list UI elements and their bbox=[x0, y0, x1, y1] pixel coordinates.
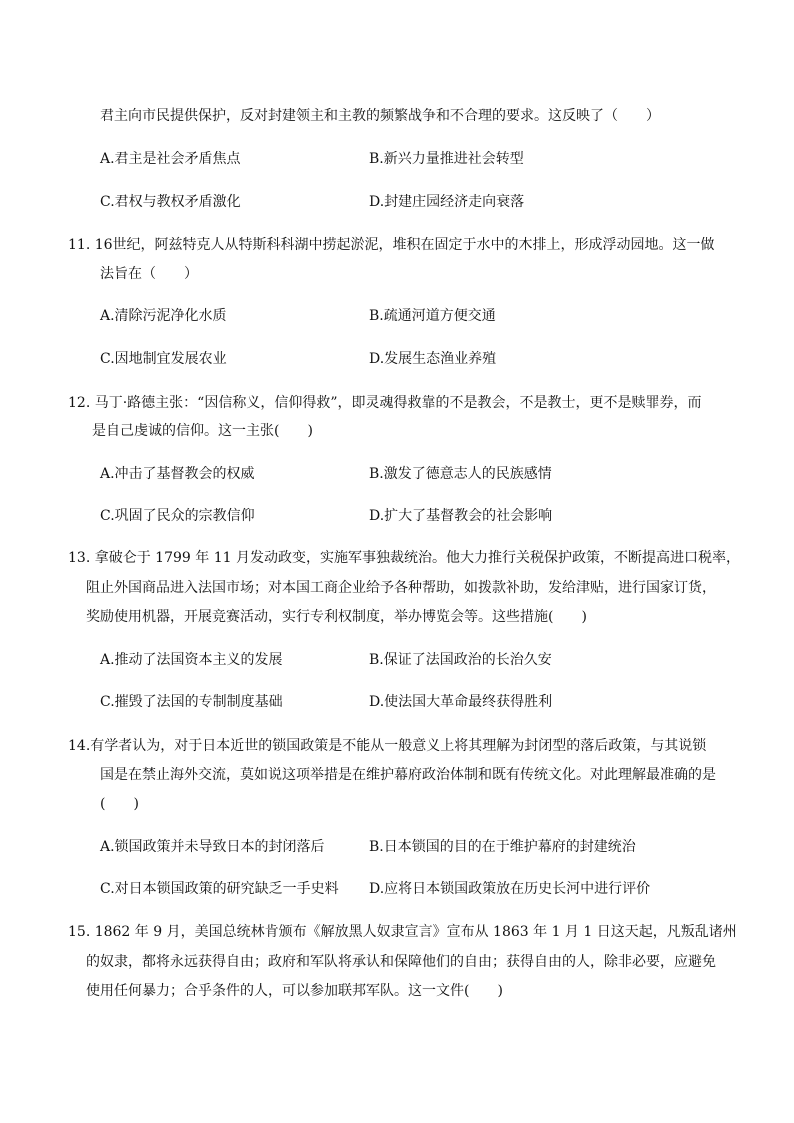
question-11-line-2: 法旨在（ ） bbox=[100, 266, 198, 282]
question-10-option-c: C.君权与教权矛盾激化 bbox=[100, 194, 241, 210]
question-11-option-b: B.疏通河道方便交通 bbox=[369, 308, 496, 324]
question-14-option-b: B.日本锁国的目的在于维护幕府的封建统治 bbox=[369, 839, 636, 855]
question-15-line-2: 的奴隶，都将永远获得自由；政府和军队将承认和保障他们的自由；获得自由的人，除非必要，应避免 bbox=[86, 954, 716, 970]
question-12-option-c: C.巩固了民众的宗教信仰 bbox=[100, 508, 255, 524]
question-11-option-d: D.发展生态渔业养殖 bbox=[369, 351, 497, 367]
question-13-option-a: A.推动了法国资本主义的发展 bbox=[100, 652, 283, 668]
question-12-option-a: A.冲击了基督教会的权威 bbox=[100, 466, 255, 482]
question-14-option-a: A.锁国政策并未导致日本的封闭落后 bbox=[100, 839, 325, 855]
question-10-option-b: B.新兴力量推进社会转型 bbox=[369, 151, 524, 167]
question-10-option-a: A.君主是社会矛盾焦点 bbox=[100, 151, 241, 167]
question-12-line-1: 12. 马丁·路德主张：“因信称义，信仰得救”，即灵魂得救靠的不是教会，不是教士，更不是赎罪券，而 bbox=[68, 395, 702, 411]
question-13-option-b: B.保证了法国政治的长治久安 bbox=[369, 652, 552, 668]
question-14-line-2: 国是在禁止海外交流，莫如说这项举措是在维护幕府政治体制和既有传统文化。对此理解最准确的是 bbox=[100, 767, 716, 783]
question-14-line-3: ( ) bbox=[100, 796, 139, 812]
question-13-option-d: D.使法国大革命最终获得胜利 bbox=[369, 694, 553, 710]
question-11-line-1: 11. 16世纪，阿兹特克人从特斯科科湖中捞起淤泥，堆积在固定于水中的木排上，形成浮动园地。这一做 bbox=[68, 237, 715, 253]
question-11-option-a: A.清除污泥净化水质 bbox=[100, 308, 227, 324]
question-12-line-2: 是自己虔诚的信仰。这一主张( ) bbox=[92, 423, 313, 439]
question-13-line-1: 13. 拿破仑于 1799 年 11 月发动政变，实施军事独裁统治。他大力推行关税保护政策，不断提高进口税率， bbox=[68, 550, 740, 566]
question-10-continuation: 君主向市民提供保护，反对封建领主和主教的频繁战争和不合理的要求。这反映了（ ） bbox=[100, 108, 660, 124]
question-14-option-d: D.应将日本锁国政策放在历史长河中进行评价 bbox=[369, 881, 651, 897]
question-12-option-b: B.激发了德意志人的民族感情 bbox=[369, 466, 552, 482]
question-10-option-d: D.封建庄园经济走向衰落 bbox=[369, 194, 525, 210]
question-13-line-3: 奖励使用机器，开展竞赛活动，实行专利权制度，举办博览会等。这些措施( ) bbox=[86, 609, 587, 625]
question-14-option-c: C.对日本锁国政策的研究缺乏一手史料 bbox=[100, 881, 339, 897]
question-13-line-2: 阻止外国商品进入法国市场；对本国工商企业给予各种帮助，如拨款补助，发给津贴，进行国家订货， bbox=[86, 580, 716, 596]
question-15-line-3: 使用任何暴力；合乎条件的人，可以参加联邦军队。这一文件( ) bbox=[86, 983, 503, 999]
question-12-option-d: D.扩大了基督教会的社会影响 bbox=[369, 508, 553, 524]
question-15-line-1: 15. 1862 年 9 月，美国总统林肯颁布《解放黑人奴隶宣言》宣布从 1863 年 1 月 1 日这天起，凡叛乱诸州 bbox=[68, 924, 737, 940]
question-13-option-c: C.摧毁了法国的专制制度基础 bbox=[100, 694, 283, 710]
question-14-line-1: 14.有学者认为，对于日本近世的锁国政策是不能从一般意义上将其理解为封闭型的落后政策，与其说锁 bbox=[68, 738, 707, 754]
question-11-option-c: C.因地制宜发展农业 bbox=[100, 351, 227, 367]
